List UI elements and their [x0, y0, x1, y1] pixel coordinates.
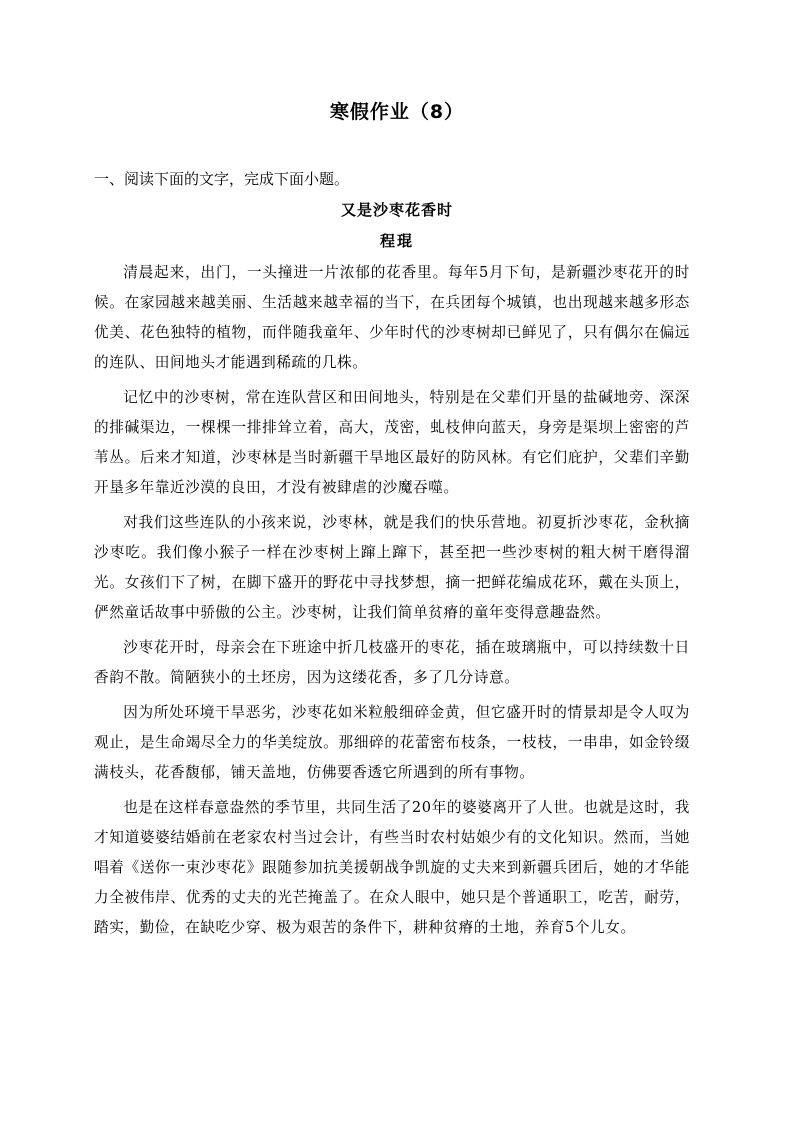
article-body — [94, 258, 690, 948]
article-paragraph: 清晨起来，出门，一头撞进一片浓郁的花香里。每年5月下旬，是新疆沙枣花开的时候。在家园越来越美丽、生活越来越幸福的当下，在兵团每个城镇，也出现越来越多形态优美、花色独特的植物，而伴随我童年、少年时代的沙枣树却已鲜见了，只有偶尔在偏远的连队、田间地头才能遇到稀疏的几株。 — [94, 264, 690, 371]
article-title: 又是沙枣花香时 — [340, 201, 453, 219]
article-paragraph: 对我们这些连队的小孩来说，沙枣林，就是我们的快乐营地。初夏折沙枣花，金秋摘沙枣吃。我们像小猴子一样在沙枣树上蹿上蹿下，甚至把一些沙枣树的粗大树干磨得溜光。女孩们下了树，在脚下盛开的野花中寻找梦想，摘一把鲜花编成花环，戴在头顶上，俨然童话故事中骄傲的公主。沙枣树，让我们简单贫瘠的童年变得意趣盎然。 — [94, 514, 690, 621]
article-author: 程琨 — [379, 232, 414, 250]
section-heading: 一、阅读下面的文字，完成下面小题。 — [94, 170, 350, 188]
page-title: 寒假作业（8） — [329, 101, 465, 123]
article-paragraph: 记忆中的沙枣树，常在连队营区和田间地头，特别是在父辈们开垦的盐碱地旁、深深的排碱渠边，一棵棵一排排耸立着，高大，茂密，虬枝伸向蓝天，身旁是渠坝上密密的芦苇丛。后来才知道，沙枣林是当时新疆干旱地区最好的防风林。有它们庇护，父辈们辛勤开垦多年靠近沙漠的良田，才没有被肆虐的沙魔吞噬。 — [94, 389, 690, 496]
article-paragraph: 沙枣花开时，母亲会在下班途中折几枝盛开的枣花，插在玻璃瓶中，可以持续数十日香韵不散。简陋狭小的土坯房，因为这缕花香，多了几分诗意。 — [94, 639, 690, 686]
article-paragraph: 因为所处环境干旱恶劣，沙枣花如米粒般细碎金黄，但它盛开时的情景却是令人叹为观止，是生命竭尽全力的华美绽放。那细碎的花蕾密布枝条，一枝枝，一串串，如金铃缀满枝头，花香馥郁，铺天盖地，仿佛要香透它所遇到的所有事物。 — [94, 704, 690, 781]
article-paragraph: 也是在这样春意盎然的季节里，共同生活了20年的婆婆离开了人世。也就是这时，我才知道婆婆结婚前在老家农村当过会计，有些当时农村姑娘少有的文化知识。然而，当她唱着《送你一束沙枣花》跟随参加抗美援朝战争凯旋的丈夫来到新疆兵团后，她的才华能力全被伟岸、优秀的丈夫的光芒掩盖了。在众人眼中，她只是个普通职工，吃苦，耐劳，踏实，勤俭，在缺吃少穿、极为艰苦的条件下，耕种贫瘠的土地，养育5个儿女。 — [94, 799, 690, 936]
